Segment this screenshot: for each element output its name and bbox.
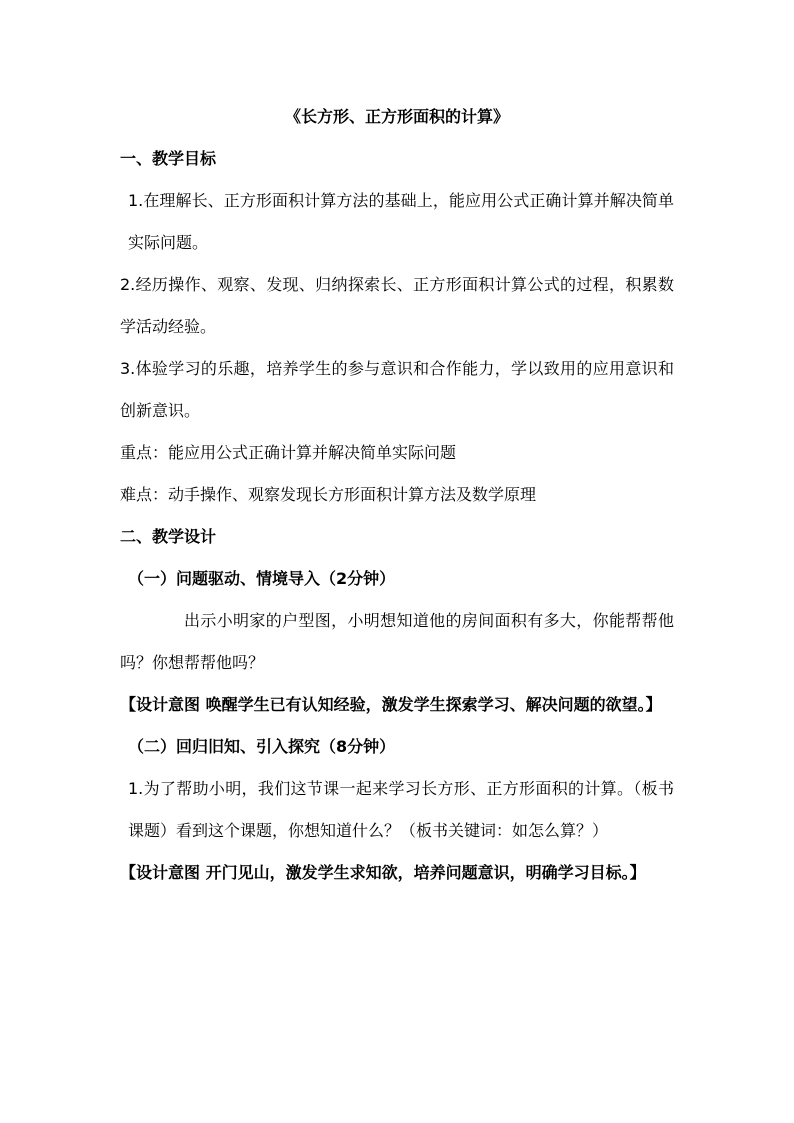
difficult-point: 难点：动手操作、观察发现长方形面积计算方法及数学原理 bbox=[120, 485, 537, 504]
part-2-body: 1.为了帮助小明，我们这节课一起来学习长方形、正方形面积的计算。（板书课题）看到这个课题，你想知道什么？（板书关键词：如怎么算？） bbox=[128, 779, 674, 840]
section-heading-teaching-goals: 一、教学目标 bbox=[120, 149, 217, 168]
design-intent-1: 【设计意图 唤醒学生已有认知经验，激发学生探索学习、解决问题的欲望。】 bbox=[120, 695, 662, 714]
goal-paragraph-3: 3.体验学习的乐趣，培养学生的参与意识和合作能力，学以致用的应用意识和创新意识。 bbox=[120, 359, 674, 420]
document-title: 《长方形、正方形面积的计算》 bbox=[284, 107, 509, 126]
design-intent-2: 【设计意图 开门见山，激发学生求知欲，培养问题意识，明确学习目标。】 bbox=[120, 863, 646, 882]
part-heading-1: （一）问题驱动、情境导入（2分钟） bbox=[128, 569, 396, 588]
part-1-body: 出示小明家的户型图，小明想知道他的房间面积有多大，你能帮帮他吗？你想帮帮他吗？ bbox=[120, 611, 674, 672]
key-point: 重点：能应用公式正确计算并解决简单实际问题 bbox=[120, 443, 457, 462]
goal-paragraph-2: 2.经历操作、观察、发现、归纳探索长、正方形面积计算公式的过程，积累数学活动经验。 bbox=[120, 275, 674, 336]
goal-paragraph-1: 1.在理解长、正方形面积计算方法的基础上，能应用公式正确计算并解决简单实际问题。 bbox=[128, 191, 674, 252]
part-heading-2: （二）回归旧知、引入探究（8分钟） bbox=[128, 737, 396, 756]
section-heading-teaching-design: 二、教学设计 bbox=[120, 527, 217, 546]
